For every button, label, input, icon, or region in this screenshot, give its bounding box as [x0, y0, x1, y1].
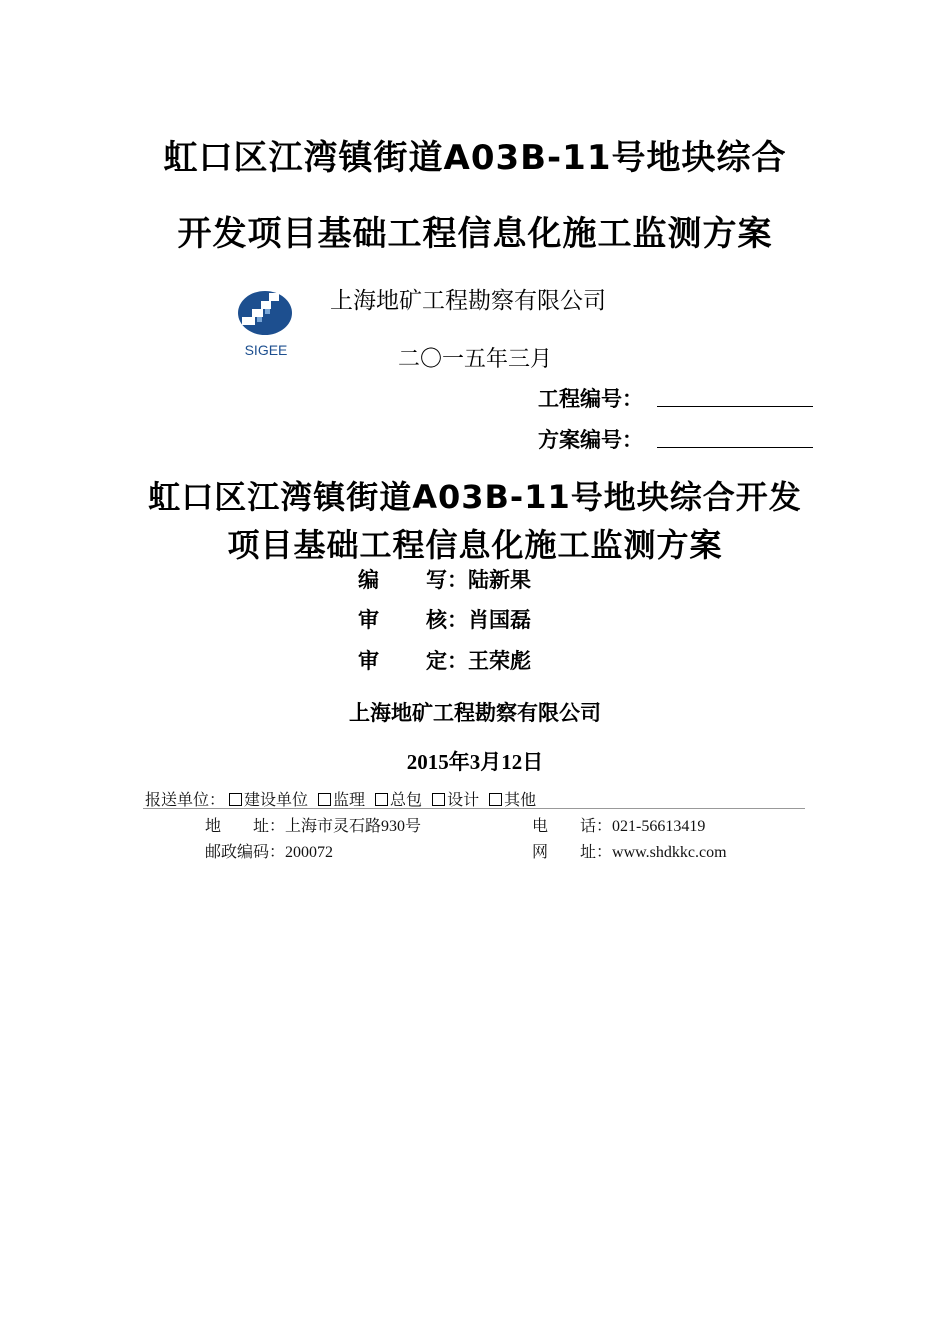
- staff-role-first: 审: [358, 649, 379, 673]
- cover-title-line1: 虹口区江湾镇街道A03B-11号地块综合: [163, 138, 787, 178]
- checkbox[interactable]: [318, 793, 331, 806]
- website-value[interactable]: www.shdkkc.com: [612, 844, 727, 861]
- recipient-option: 其他: [504, 792, 537, 809]
- inner-title-line2: 项目基础工程信息化施工监测方案: [227, 526, 723, 564]
- staff-name: 陆新果: [468, 568, 531, 592]
- logo-text: SIGEE: [244, 342, 288, 358]
- staff-name: 王荣彪: [468, 649, 531, 673]
- recipient-option: 监理: [333, 792, 366, 809]
- postcode-row: [205, 839, 333, 862]
- recipient-option: 建设单位: [244, 792, 309, 809]
- company-logo: [236, 290, 296, 360]
- staff-role-first: 编: [358, 568, 379, 592]
- recipient-option: 设计: [447, 792, 480, 809]
- project-no-label: 工程编号：: [538, 387, 643, 411]
- logo-emblem-icon: [236, 290, 296, 336]
- plan-no-label: 方案编号：: [538, 428, 643, 452]
- inner-company: 上海地矿工程勘察有限公司: [349, 701, 601, 725]
- checkbox[interactable]: [375, 793, 388, 806]
- staff-role-second: 核：: [426, 608, 468, 632]
- recipient-option: 总包: [390, 792, 423, 809]
- phone-label: 电 话：: [532, 818, 613, 835]
- staff-name: 肖国磊: [468, 608, 531, 632]
- plan-no-field[interactable]: [657, 447, 813, 448]
- phone-row: [532, 813, 705, 836]
- project-no-field[interactable]: [657, 406, 813, 407]
- staff-reviewer: [358, 604, 531, 634]
- cover-date: 二〇一五年三月: [398, 347, 553, 372]
- staff-role-first: 审: [358, 608, 379, 632]
- address-label: 地 址：: [205, 818, 286, 835]
- address-value: 上海市灵石路930号: [285, 818, 422, 835]
- cover-title-line2: 开发项目基础工程信息化施工监测方案: [177, 214, 773, 254]
- staff-role-second: 写：: [426, 568, 468, 592]
- phone-value: 021-56613419: [612, 818, 706, 835]
- cover-company: 上海地矿工程勘察有限公司: [330, 288, 606, 314]
- checkbox[interactable]: [229, 793, 242, 806]
- recipients-row: [145, 787, 536, 810]
- checkbox[interactable]: [432, 793, 445, 806]
- staff-approver: [358, 645, 531, 675]
- staff-role-second: 定：: [426, 649, 468, 673]
- inner-date: 2015年3月12日: [406, 750, 544, 774]
- address-row: [205, 813, 421, 836]
- website-row: [532, 839, 727, 862]
- staff-writer: [358, 564, 531, 594]
- website-label: 网 址：: [532, 844, 613, 861]
- postcode-label: 邮政编码：: [205, 844, 286, 861]
- postcode-value: 200072: [285, 844, 334, 861]
- inner-title-line1: 虹口区江湾镇街道A03B-11号地块综合开发: [148, 478, 802, 516]
- checkbox[interactable]: [489, 793, 502, 806]
- footer-divider: [143, 808, 805, 809]
- recipients-label: 报送单位：: [145, 792, 226, 809]
